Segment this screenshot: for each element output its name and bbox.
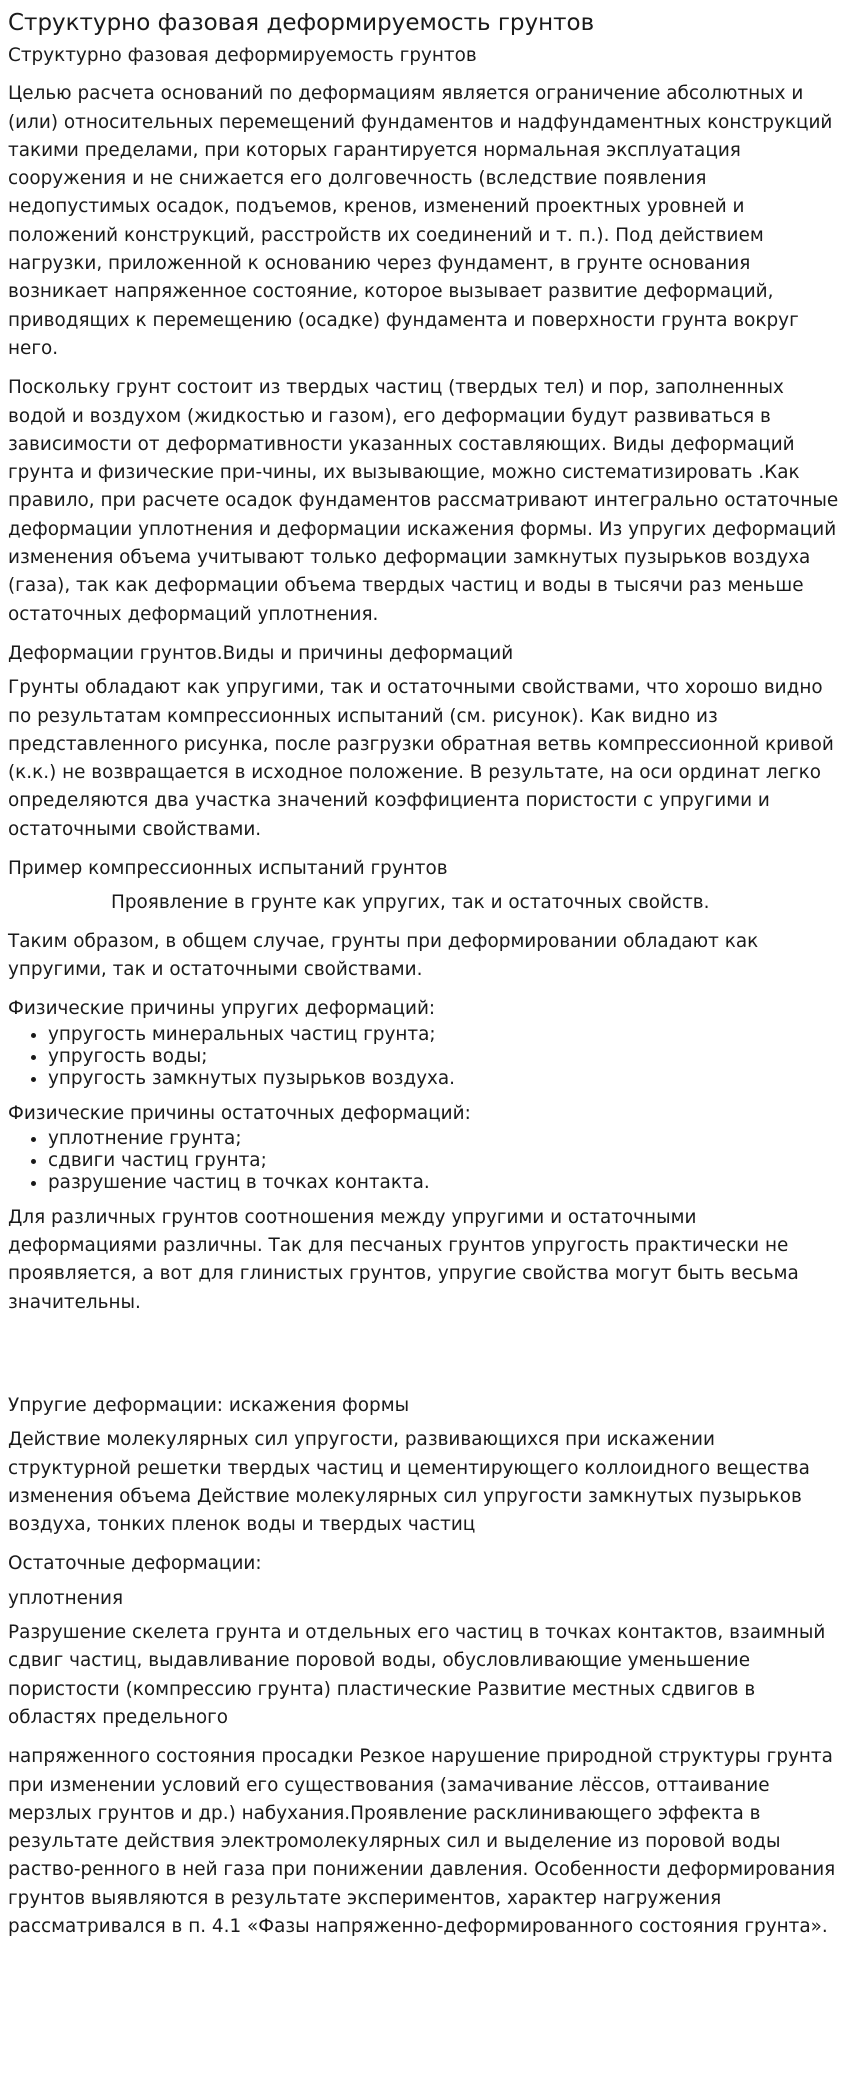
subtitle: Структурно фазовая деформируемость грунтов — [8, 45, 477, 66]
list-item: • упругость воды; — [48, 1046, 840, 1068]
list-item: • разрушение частиц в точках контакта. — [48, 1172, 840, 1194]
elastic-causes-label: Физические причины упругих деформаций: — [8, 998, 436, 1020]
residual-label: Остаточные деформации: — [8, 1553, 262, 1575]
list-item: • уплотнение грунта; — [48, 1128, 840, 1150]
paragraph-soil-differences: Для различных грунтов соотношения между упругими и остаточными деформациями различны. Так для песчаных грунтов упругость практически не проявляется, а вот для глинистых грунтов, упругие свойства могут быть весьма значительны. — [8, 1206, 799, 1313]
spacer — [8, 1328, 840, 1392]
paragraph-purpose: Целью расчета оснований по деформациям является ограничение абсолютных и (или) относительных перемещений фундаментов и надфундаментных конструкций такими пределами, при которых гарантируется нормальная эксплуатация сооружения и не снижается его долговечность (вследствие появления недопустимых осадок, подъемов, кренов, изменений проектных уровней и положений конструкций, расстройств их соединений и т. п.). Под действием нагрузки, приложенной к основанию через фундамент, в грунте основания возникает напряженное состояние, которое вызывает развитие деформаций, приводящих к перемещению (осадке) фундамента и поверхности грунта вокруг него. — [8, 83, 833, 359]
paragraph-compression-tests: Грунты обладают как упругими, так и остаточными свойствами, что хорошо видно по результатам компрессионных испытаний (см. рисунок). Как видно из представленного рисунка, после разгрузки обратная ветвь компрессионной кривой (к.к.) не возвращается в исходное положение. В результате, на оси ординат легко определяются два участка значений коэффициента пористости с упругими и остаточными свойствами. — [8, 677, 834, 840]
residual-causes-label: Физические причины остаточных деформаций: — [8, 1102, 471, 1124]
list-item: • упругость минеральных частиц грунта; — [48, 1024, 840, 1046]
figure-caption: Проявление в грунте как упругих, так и остаточных свойств. — [111, 892, 710, 914]
paragraph-conclusion: Таким образом, в общем случае, грунты при деформировании обладают как упругими, так и остаточными свойствами. — [8, 930, 759, 980]
list-item: • сдвиги частиц грунта; — [48, 1150, 840, 1172]
paragraph-stress-state: напряженного состояния просадки Резкое нарушение природной структуры грунта при изменении условий его существования (замачивание лёссов, оттаивание мерзлых грунтов и др.) набухания.Проявление расклинивающего эффекта в результате действия электромолекулярных сил и выделение из поровой воды раство-ренного в ней газа при понижении давления. Особенности деформирования грунтов выявляются в результате экспериментов, характер нагружения рассматривался в п. 4.1 «Фазы напряженно-деформированного состояния грунта». — [8, 1746, 836, 1938]
list-item: • упругость замкнутых пузырьков воздуха. — [48, 1068, 840, 1090]
example-label: Пример компрессионных испытаний грунтов — [8, 858, 448, 880]
elastic-causes-list — [8, 1024, 840, 1090]
elastic-shape-label: Упругие деформации: искажения формы — [8, 1394, 410, 1416]
paragraph-skeleton-destruction: Разрушение скелета грунта и отдельных его частиц в точках контактов, взаимный сдвиг частиц, выдавливание поровой воды, обусловливающие уменьшение пористости (компрессию грунта) пластические Развитие местных сдвигов в областях предельного — [8, 1622, 826, 1728]
paragraph-molecular-forces: Действие молекулярных сил упругости, развивающихся при искажении структурной решетки твердых частиц и цементирующего коллоидного вещества изменения объема Действие молекулярных сил упругости замкнутых пузырьков воздуха, тонких пленок воды и твердых частиц — [8, 1429, 810, 1536]
residual-causes-list — [8, 1128, 840, 1194]
compaction-label: уплотнения — [8, 1587, 124, 1609]
section-heading-deformations: Деформации грунтов.Виды и причины деформаций — [8, 642, 514, 664]
page-title: Структурно фазовая деформируемость грунтов — [8, 10, 595, 36]
paragraph-soil-composition: Поскольку грунт состоит из твердых частиц (твердых тел) и пор, заполненных водой и воздухом (жидкостью и газом), его деформации будут развиваться в зависимости от деформативности указанных составляющих. Виды деформаций грунта и физические при-чины, их вызывающие, можно систематизировать .Как правило, при расчете осадок фундаментов рассматривают интегрально остаточные деформации уплотнения и деформации искажения формы. Из упругих деформаций изменения объема учитывают только деформации замкнутых пузырьков воздуха (газа), так как деформации объема твердых частиц и воды в тысячи раз меньше остаточных деформаций уплотнения. — [8, 377, 839, 625]
